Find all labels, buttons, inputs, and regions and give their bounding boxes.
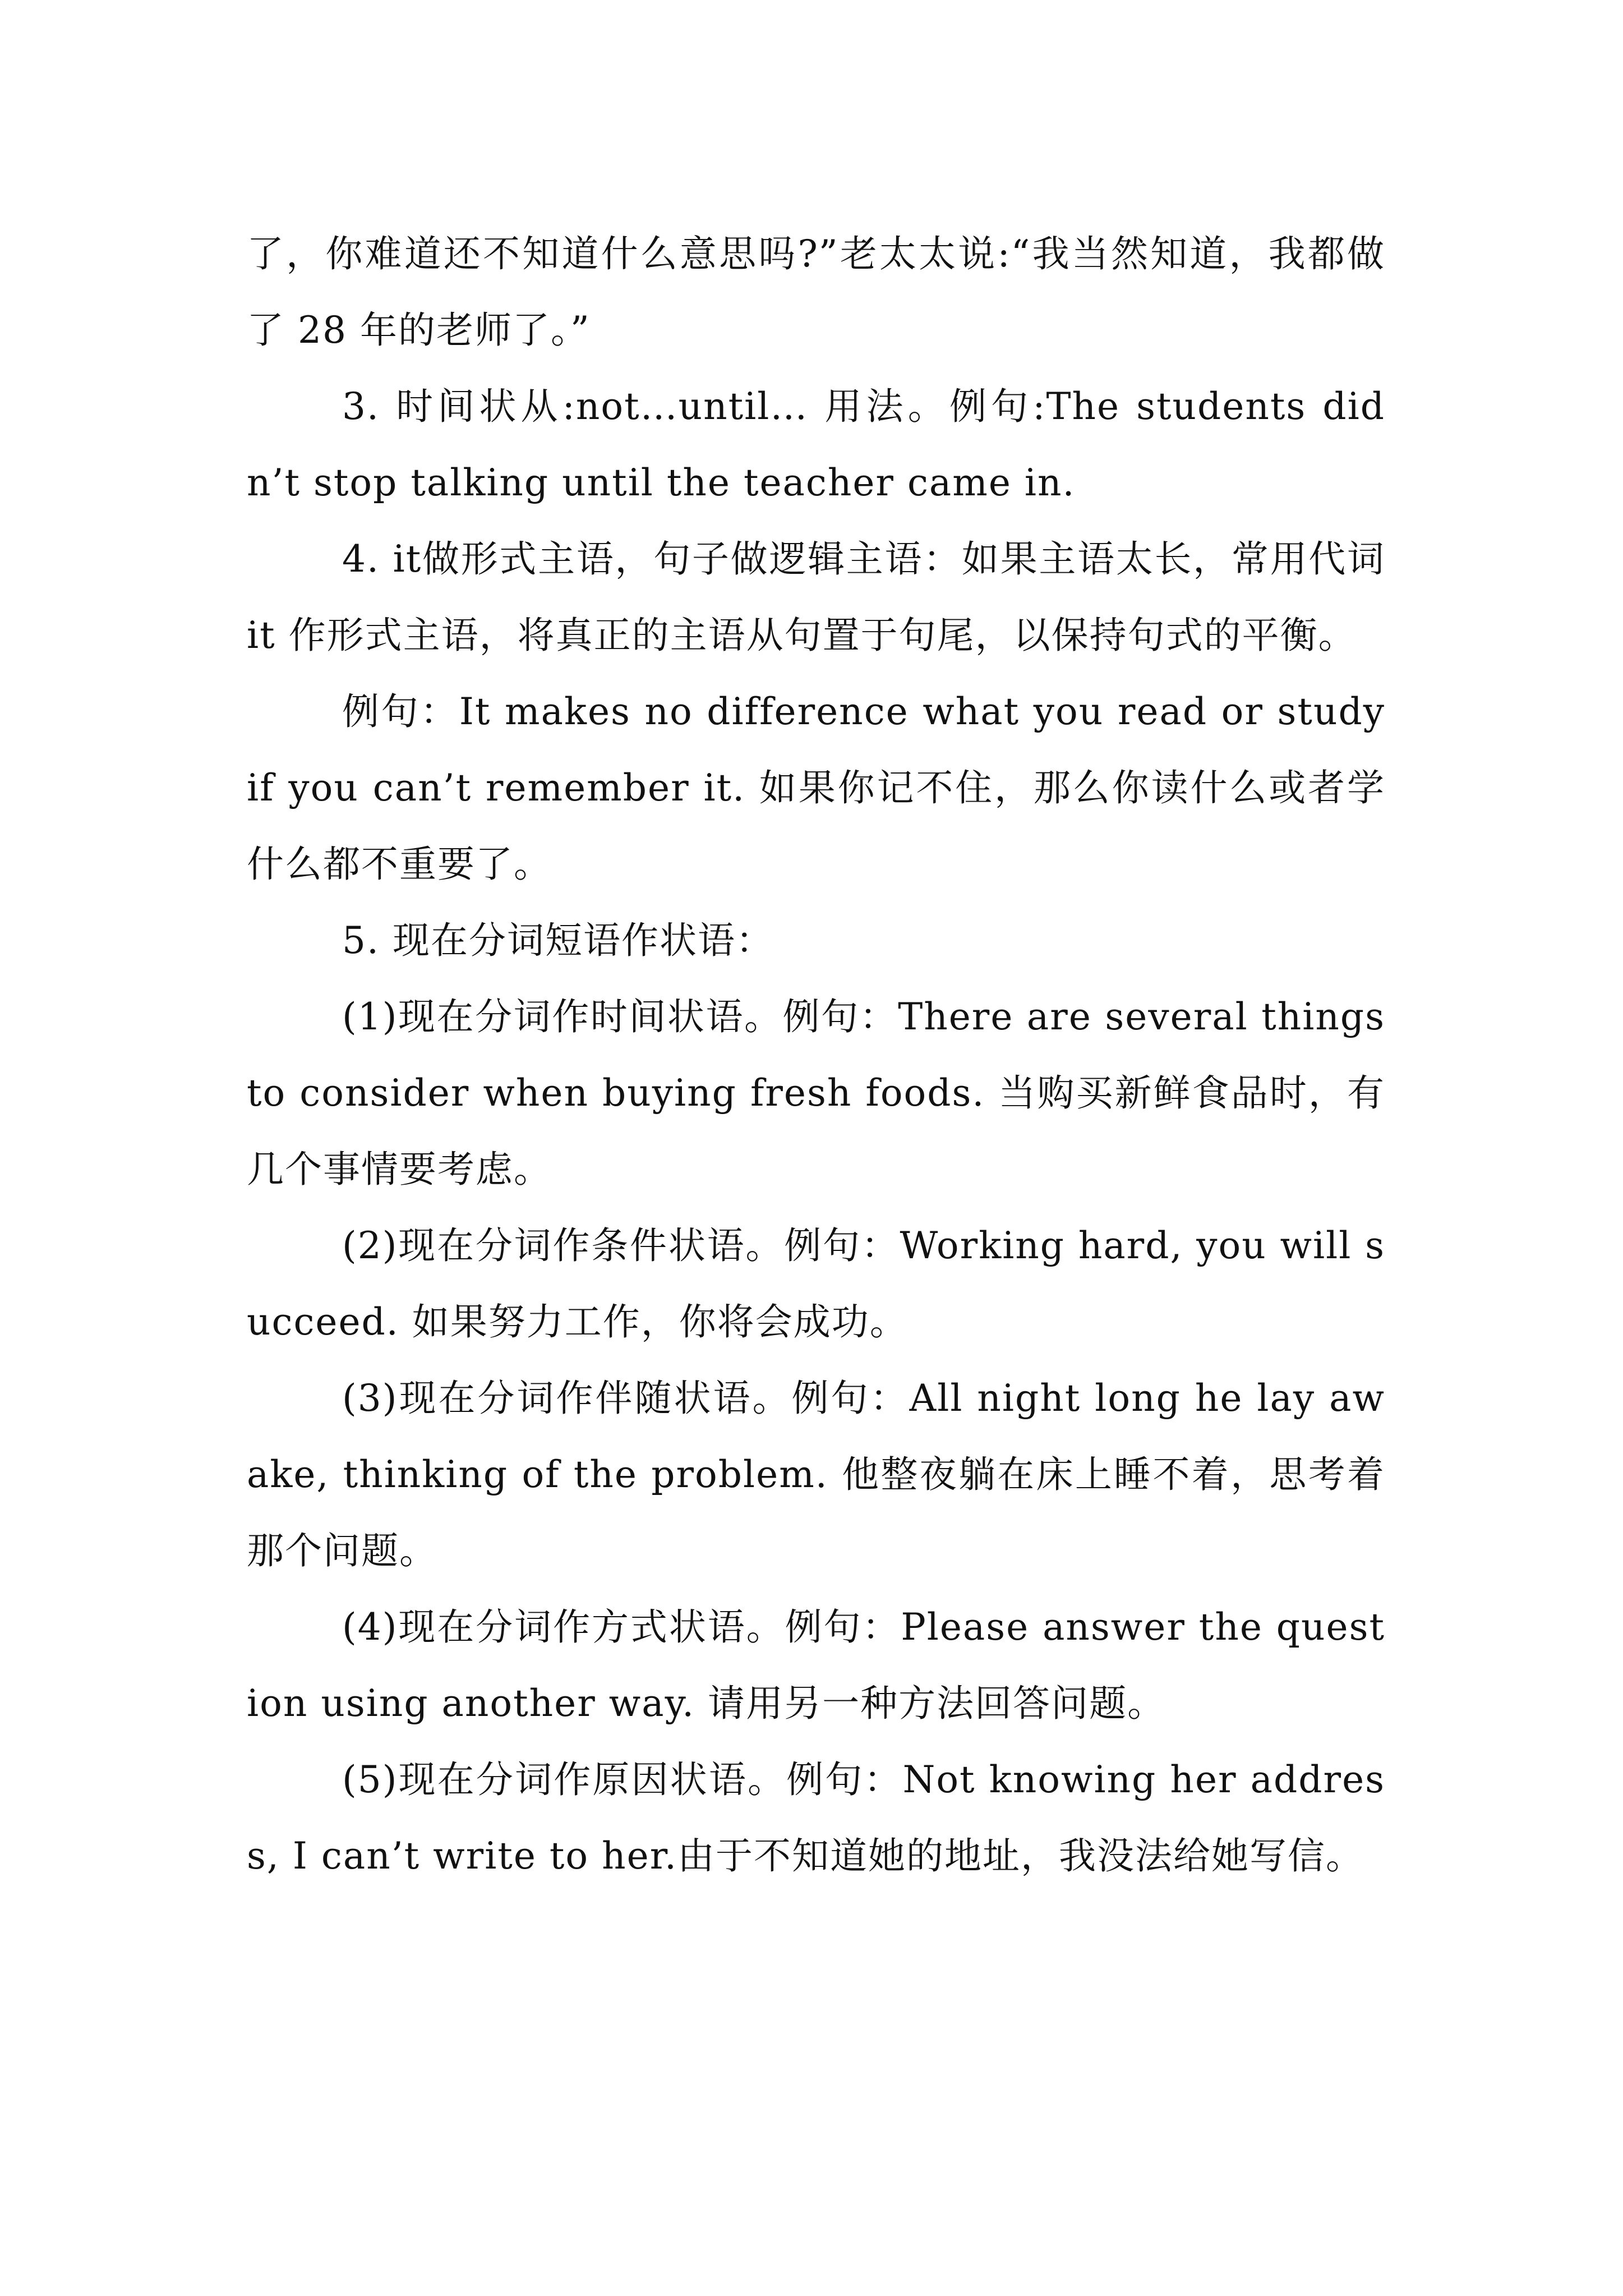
- paragraph-item-5: 5. 现在分词短语作状语：: [342, 919, 774, 962]
- paragraph-item-4-example: 例句：It makes no difference what you read or study if you can’t remember it. 如果你记不住，那么你读什么或者学什么都不重要了。: [247, 690, 1385, 886]
- paragraph-item-5-2: (2)现在分词作条件状语。例句：Working hard, you will succeed. 如果努力工作，你将会成功。: [247, 1224, 1385, 1343]
- body-text: [247, 216, 1385, 1894]
- paragraph-item-5-4: (4)现在分词作方式状语。例句：Please answer the question using another way. 请用另一种方法回答问题。: [247, 1605, 1385, 1725]
- paragraph-item-5-5: (5)现在分词作原因状语。例句：Not knowing her address, I can’t write to her.由于不知道她的地址，我没法给她写信。: [247, 1758, 1385, 1878]
- paragraph-item-3: 3. 时间状从:not…until… 用法。例句:The students didn’t stop talking until the teacher came in.: [247, 385, 1385, 504]
- paragraph-continuation: 了，你难道还不知道什么意思吗?”老太太说:“我当然知道，我都做了 28 年的老师了。”: [247, 232, 1385, 352]
- paragraph-item-4: 4. it做形式主语，句子做逻辑主语：如果主语太长，常用代词 it 作形式主语，将真正的主语从句置于句尾，以保持句式的平衡。: [247, 537, 1385, 657]
- paragraph-item-5-1: (1)现在分词作时间状语。例句：There are several things to consider when buying fresh foods. 当购买新鲜食品时，有几个事情要考虑。: [247, 995, 1385, 1191]
- paragraph-item-5-3: (3)现在分词作伴随状语。例句：All night long he lay awake, thinking of the problem. 他整夜躺在床上睡不着，思考着那个问题。: [247, 1377, 1385, 1572]
